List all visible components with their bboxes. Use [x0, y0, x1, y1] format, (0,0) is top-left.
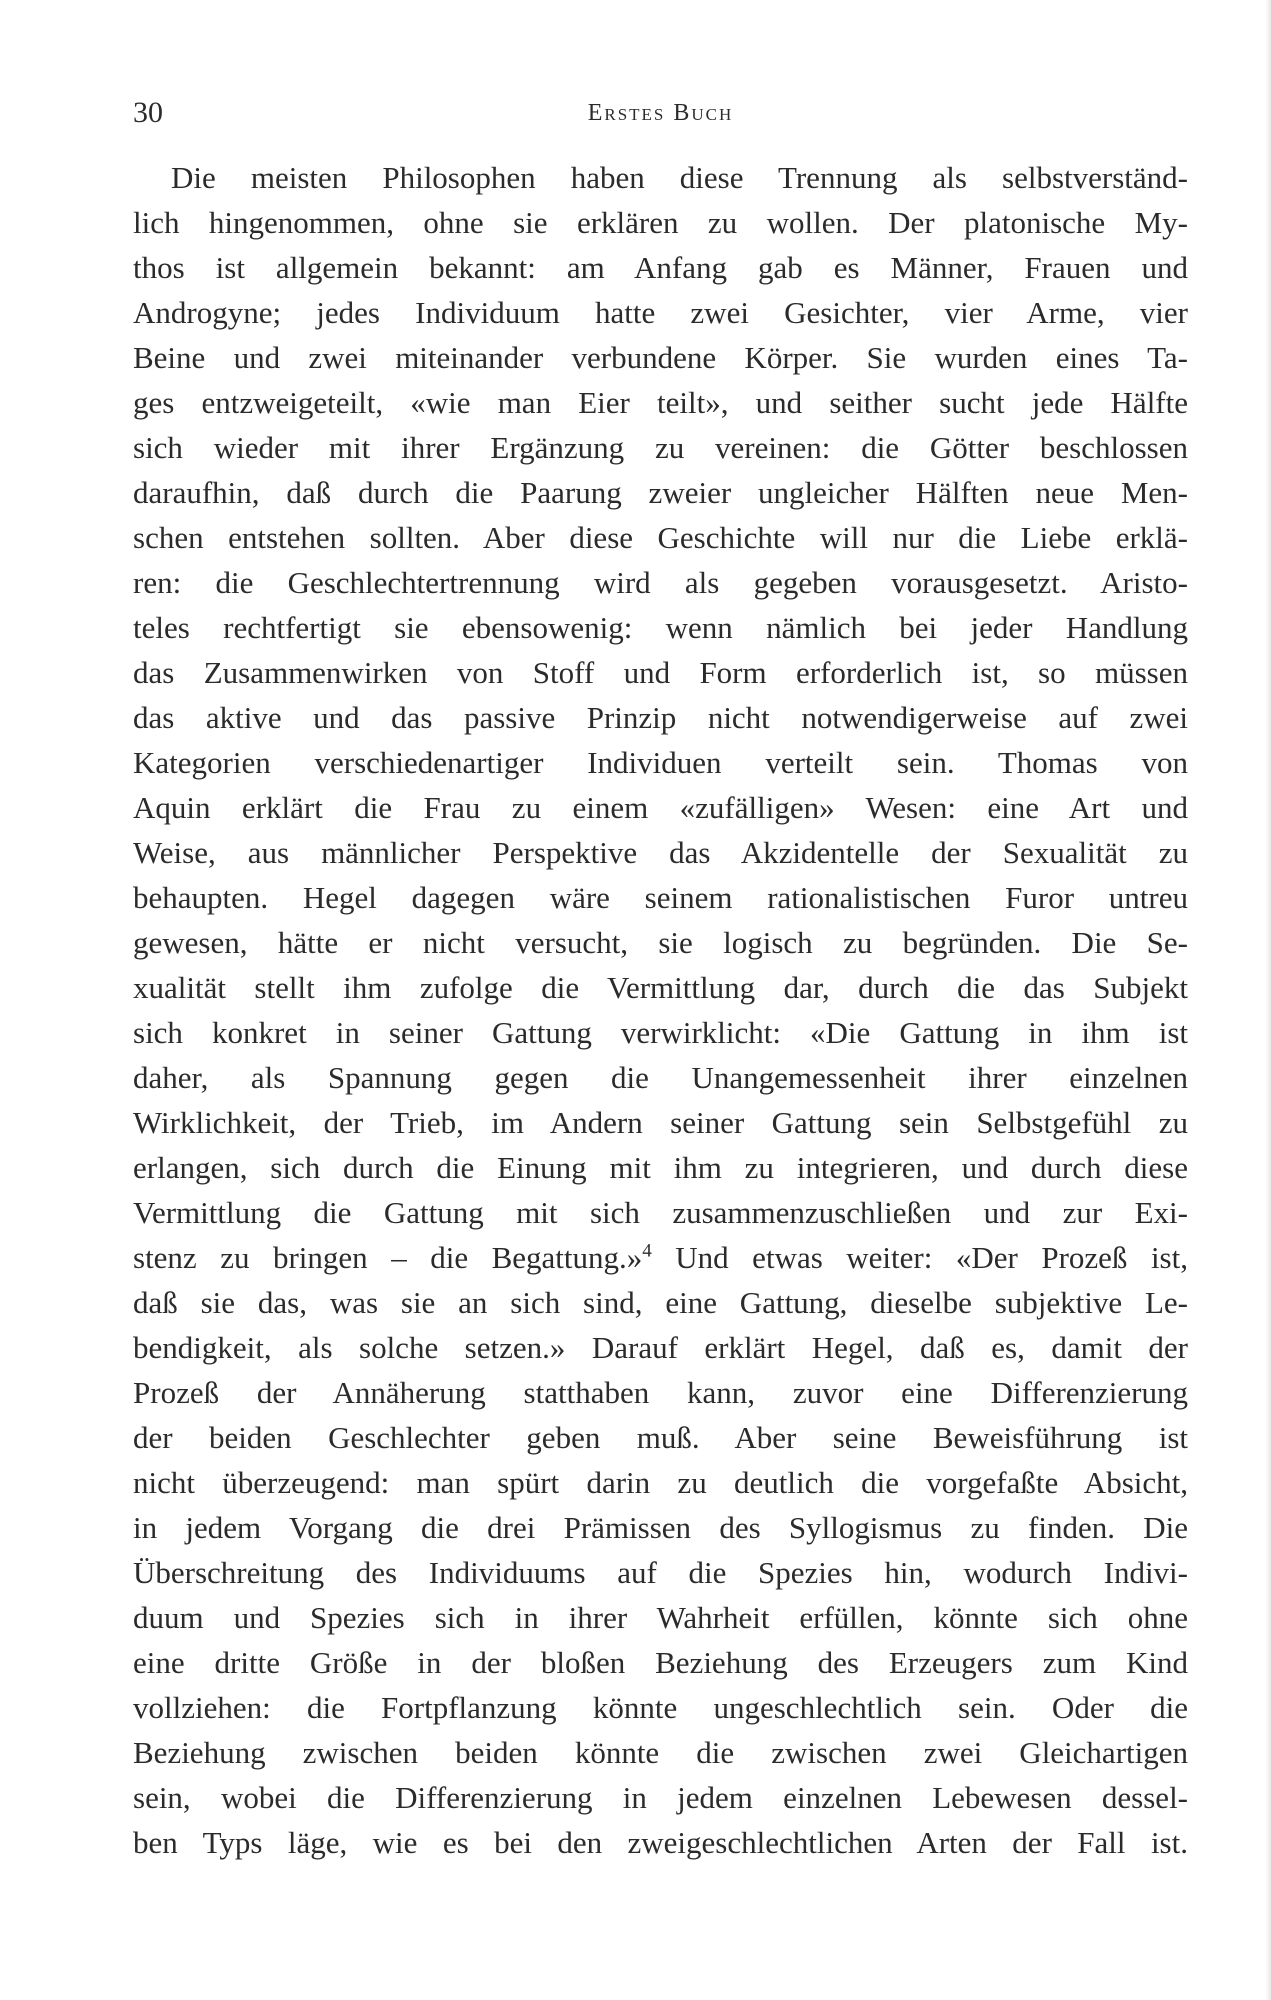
- text-line: Weise, aus männlicher Perspektive das Akzidentelle der Sexualität zu: [133, 835, 1188, 870]
- text-segment: stenz zu bringen – die Begattung.»: [133, 1240, 643, 1275]
- running-head: Erstes Buch: [587, 100, 734, 126]
- binding-shadow: [1265, 0, 1271, 2000]
- text-line: ren: die Geschlechtertrennung wird als gegeben vorausgesetzt. Aristo-: [133, 565, 1188, 600]
- text-line-with-footnote: [133, 1235, 1188, 1280]
- text-line: nicht überzeugend: man spürt darin zu deutlich die vorgefaßte Absicht,: [133, 1465, 1188, 1500]
- text-line: eine dritte Größe in der bloßen Beziehung des Erzeugers zum Kind: [133, 1645, 1188, 1680]
- text-line: gewesen, hätte er nicht versucht, sie logisch zu begründen. Die Se-: [133, 925, 1188, 960]
- text-line: der beiden Geschlechter geben muß. Aber seine Beweisführung ist: [133, 1420, 1188, 1455]
- text-line: lich hingenommen, ohne sie erklären zu wollen. Der platonische My-: [133, 205, 1188, 240]
- text-line: vollziehen: die Fortpflanzung könnte ungeschlechtlich sein. Oder die: [133, 1690, 1188, 1725]
- page-header: [133, 96, 1188, 130]
- text-segment: Und etwas weiter: «Der Prozeß ist,: [651, 1240, 1188, 1275]
- text-line: teles rechtfertigt sie ebensowenig: wenn nämlich bei jeder Handlung: [133, 610, 1188, 645]
- text-line: Androgyne; jedes Individuum hatte zwei Gesichter, vier Arme, vier: [133, 295, 1188, 330]
- text-line: in jedem Vorgang die drei Prämissen des Syllogismus zu finden. Die: [133, 1510, 1188, 1545]
- text-line: Prozeß der Annäherung statthaben kann, zuvor eine Differenzierung: [133, 1375, 1188, 1410]
- text-line: Die meisten Philosophen haben diese Trennung als selbstverständ-: [171, 160, 1188, 195]
- text-line: erlangen, sich durch die Einung mit ihm zu integrieren, und durch diese: [133, 1150, 1188, 1185]
- text-line: bendigkeit, als solche setzen.» Darauf erklärt Hegel, daß es, damit der: [133, 1330, 1188, 1365]
- text-line: Überschreitung des Individuums auf die Spezies hin, wodurch Indivi-: [133, 1555, 1188, 1590]
- text-line: schen entstehen sollten. Aber diese Geschichte will nur die Liebe erklä-: [133, 520, 1188, 555]
- text-line: daß sie das, was sie an sich sind, eine Gattung, dieselbe subjektive Le-: [133, 1285, 1188, 1320]
- text-line: duum und Spezies sich in ihrer Wahrheit erfüllen, könnte sich ohne: [133, 1600, 1188, 1635]
- text-line: Aquin erklärt die Frau zu einem «zufälligen» Wesen: eine Art und: [133, 790, 1188, 825]
- text-line: Beine und zwei miteinander verbundene Körper. Sie wurden eines Ta-: [133, 340, 1188, 375]
- text-line: daraufhin, daß durch die Paarung zweier ungleicher Hälften neue Men-: [133, 475, 1188, 510]
- text-line: Kategorien verschiedenartiger Individuen verteilt sein. Thomas von: [133, 745, 1188, 780]
- text-line: thos ist allgemein bekannt: am Anfang gab es Männer, Frauen und: [133, 250, 1188, 285]
- text-line: ben Typs läge, wie es bei den zweigeschlechtlichen Arten der Fall ist.: [133, 1825, 1188, 1860]
- text-line: sein, wobei die Differenzierung in jedem einzelnen Lebewesen dessel-: [133, 1780, 1188, 1815]
- text-line: Vermittlung die Gattung mit sich zusammenzuschließen und zur Exi-: [133, 1195, 1188, 1230]
- text-line: das aktive und das passive Prinzip nicht notwendigerweise auf zwei: [133, 700, 1188, 735]
- body-text: [133, 155, 1188, 1865]
- text-line: sich konkret in seiner Gattung verwirklicht: «Die Gattung in ihm ist: [133, 1015, 1188, 1050]
- footnote-marker: 4: [642, 1240, 652, 1262]
- page-number: 30: [133, 96, 163, 129]
- text-line: das Zusammenwirken von Stoff und Form erforderlich ist, so müssen: [133, 655, 1188, 690]
- text-line: Wirklichkeit, der Trieb, im Andern seiner Gattung sein Selbstgefühl zu: [133, 1105, 1188, 1140]
- text-line: ges entzweigeteilt, «wie man Eier teilt», und seither sucht jede Hälfte: [133, 385, 1188, 420]
- text-line: behaupten. Hegel dagegen wäre seinem rationalistischen Furor untreu: [133, 880, 1188, 915]
- text-line: daher, als Spannung gegen die Unangemessenheit ihrer einzelnen: [133, 1060, 1188, 1095]
- text-line: Beziehung zwischen beiden könnte die zwischen zwei Gleichartigen: [133, 1735, 1188, 1770]
- text-line: sich wieder mit ihrer Ergänzung zu vereinen: die Götter beschlossen: [133, 430, 1188, 465]
- text-line: xualität stellt ihm zufolge die Vermittlung dar, durch die das Subjekt: [133, 970, 1188, 1005]
